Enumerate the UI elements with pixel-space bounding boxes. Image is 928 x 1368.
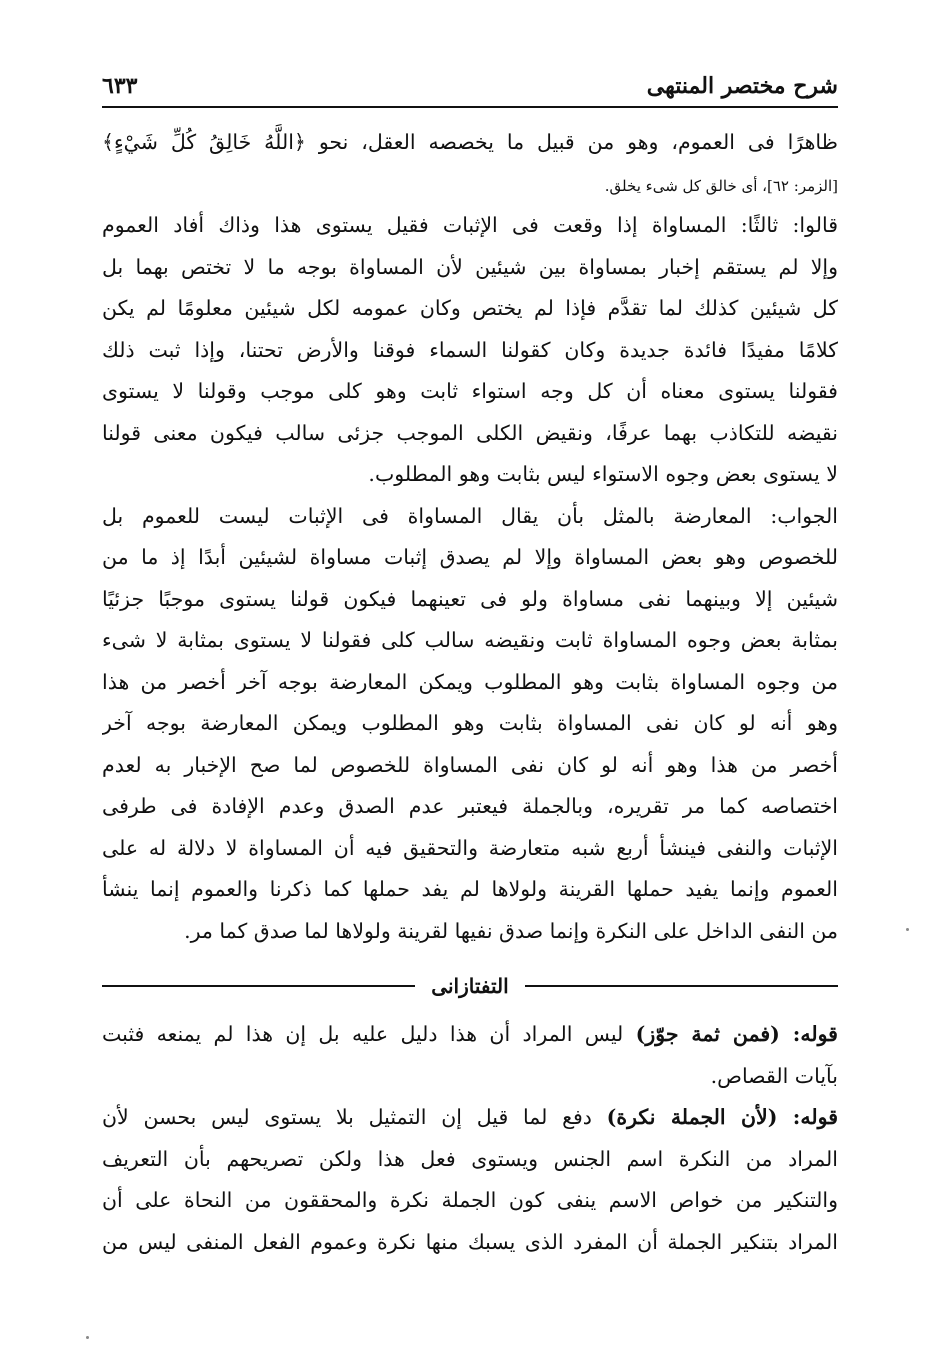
line-6-text: كلامًا مفيدًا فائدة جديدة وكان كقولنا السماء فوقنا والأرض تحتنا، وإذا ثبت ذلك xyxy=(102,337,838,362)
divider-rule-right xyxy=(525,985,838,987)
page-number: ٦٣٣ xyxy=(102,73,138,99)
text-line-18 xyxy=(102,828,838,870)
text-line-11 xyxy=(102,537,838,579)
text-line-9 xyxy=(102,454,838,496)
commentary-line-6 xyxy=(102,1222,838,1264)
divider-label: التفتازانى xyxy=(431,974,509,998)
scan-speck xyxy=(906,928,909,931)
line-1-text: ظاهرًا فى العموم، وهو من قبيل ما يخصصه العقل، نحو ﴿اللَّهُ خَالِقُ كُلِّ شَيْءٍ﴾ xyxy=(102,130,838,154)
commentary-text xyxy=(102,1014,838,1263)
main-text xyxy=(102,122,838,952)
running-header xyxy=(102,66,838,108)
commentary-keyword-1: قوله: (فمن ثمة جوّز) xyxy=(635,1022,838,1046)
line-5-text: كل شيئين كذلك لما تقدَّم فإذا لم يختص وكان عمومه لكل شيئين معلومًا لم يكن xyxy=(102,296,838,320)
commentary-line-2 xyxy=(102,1056,838,1098)
divider-rule-left xyxy=(102,985,415,987)
commentary-line-1-text: ليس المراد أن هذا دليل عليه بل إن هذا لم يمنعه فثبت xyxy=(102,1022,636,1046)
line-9-text: لا يستوى بعض وجوه الاستواء ليس بثابت وهو المطلوب. xyxy=(368,462,838,486)
text-line-20 xyxy=(102,911,838,953)
line-20-text: من النفى الداخل على النكرة وإنما صدق نفيها لقرينة ولولاها لما صدق كما مر. xyxy=(184,918,838,943)
line-19-text: العموم وإنما يفيد حملها القرينة ولولاها لم يفد حملها كما ذكرنا والعموم إنما ينشأ xyxy=(102,877,838,901)
text-line-15 xyxy=(102,703,838,745)
line-2-text: [الزمر: ٦٢]، أى خالق كل شىء يخلق. xyxy=(604,176,838,195)
line-13-text: بمثابة بعض وجوه المساواة ثابت ونقيضه سالب كلى فقولنا لا يستوى بمثابة لا شىء xyxy=(102,628,838,652)
commentary-keyword-2: قوله: (لأن الجملة نكرة) xyxy=(606,1105,838,1129)
text-line-16 xyxy=(102,745,838,787)
text-line-10 xyxy=(102,496,838,538)
line-3-text: قالوا: ثالثًا: المساواة إذا وقعت فى الإثبات فقيل يستوى هذا وذاك أفاد العموم xyxy=(102,213,838,237)
commentary-line-5 xyxy=(102,1180,838,1222)
commentary-line-3 xyxy=(102,1097,838,1139)
line-14-text: من وجوه المساواة بثابت وهو المطلوب ويمكن المعارضة بوجه آخر أخصر من هذا xyxy=(102,669,838,694)
line-11-text: للخصوص وهو بعض المساواة وإلا لم يصدق إثبات مساواة لشيئين أبدًا إذ ما من xyxy=(102,545,838,569)
text-line-4 xyxy=(102,247,838,289)
text-line-7 xyxy=(102,371,838,413)
commentary-line-4-text: المراد من النكرة اسم الجنس ويستوى فعل هذا ولكن تصريحهم بأن التعريف xyxy=(102,1146,838,1171)
text-line-6 xyxy=(102,330,838,372)
commentary-line-2-text: بآيات القصاص. xyxy=(710,1063,838,1088)
line-18-text: الإثبات والنفى فينشأ أربع شبه متعارضة والتحقيق فيه أن المساواة لا دلالة له على xyxy=(102,835,838,860)
line-16-text: أخصر من هذا وهو أنه لو كان نفى المساواة للخصوص لما صح الإخبار به لعدم xyxy=(102,752,838,777)
text-line-2 xyxy=(102,164,838,206)
line-8-text: نقيضه للتكاذب بهما عرفًا، ونقيض الكلى الموجب جزئى سالب فيكون معنى قولنا xyxy=(102,420,838,445)
text-line-17 xyxy=(102,786,838,828)
line-15-text: وهو أنه لو كان نفى المساواة بثابت وهو المطلوب ويمكن المعارضة بوجه آخر xyxy=(102,711,838,735)
running-title: شرح مختصر المنتهى xyxy=(646,73,838,99)
text-line-3 xyxy=(102,205,838,247)
text-line-8 xyxy=(102,413,838,455)
commentary-line-4 xyxy=(102,1139,838,1181)
section-divider xyxy=(102,968,838,1004)
line-17-text: اختصاصه كما مر تقريره، وبالجملة فيعتبر عدم الصدق وعدم الإفادة فى طرفى xyxy=(102,794,838,818)
commentary-line-6-text: المراد بتنكير الجملة أن المفرد الذى يسبك منها نكرة وعموم الفعل المنفى ليس من xyxy=(102,1229,838,1254)
commentary-line-1 xyxy=(102,1014,838,1056)
text-line-13 xyxy=(102,620,838,662)
commentary-line-3-text: دفع لما قيل إن التمثيل بلا يستوى ليس بحسن لأن xyxy=(102,1105,607,1129)
line-7-text: فقولنا يستوى معناه أن كل وجه استواء ثابت وهو كلى موجب وقولنا لا يستوى xyxy=(102,379,838,403)
text-line-14 xyxy=(102,662,838,704)
text-line-1 xyxy=(102,122,838,164)
commentary-line-5-text: والتنكير من خواص الاسم ينفى كون الجملة نكرة والمحققون من النحاة على أن xyxy=(102,1188,838,1212)
text-line-19 xyxy=(102,869,838,911)
line-4-text: وإلا لم يستقم إخبار بمساواة بين شيئين لأن المساواة بوجه ما لا تختص بهما بل xyxy=(102,254,838,279)
text-line-5 xyxy=(102,288,838,330)
line-10-text: الجواب: المعارضة بالمثل بأن يقال المساواة فى الإثبات ليست للعموم بل xyxy=(102,503,838,528)
line-12-text: شيئين إلا وبينهما نفى مساواة ولو فى تعينهما فيكون قولنا يستوى موجبًا جزئيًا xyxy=(102,586,838,611)
text-line-12 xyxy=(102,579,838,621)
scan-speck xyxy=(86,1336,89,1339)
